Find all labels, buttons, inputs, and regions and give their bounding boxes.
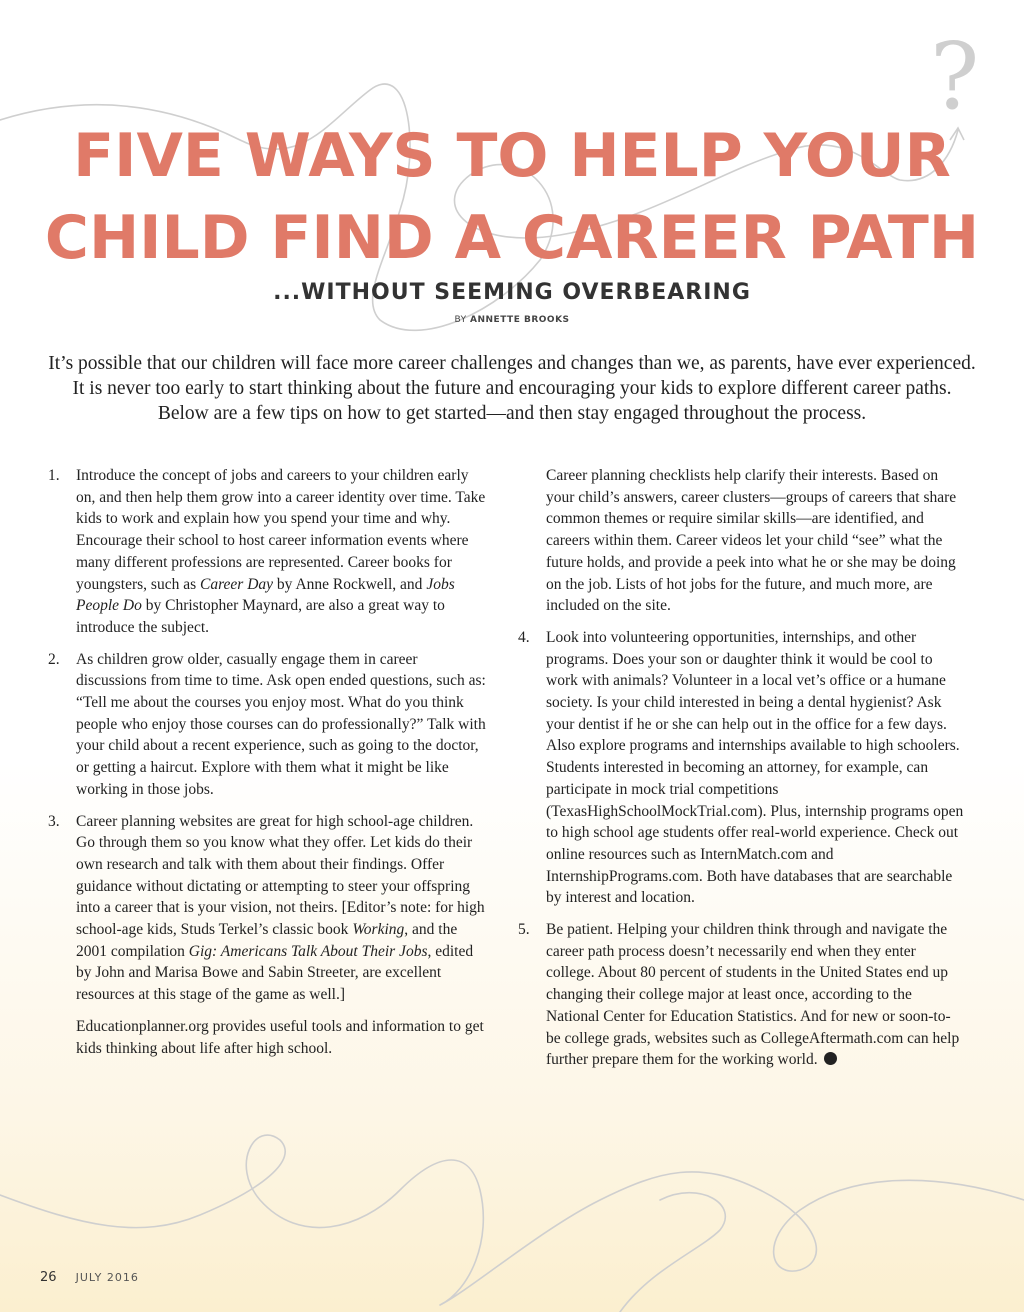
tip-number: 1. bbox=[48, 467, 60, 484]
book-title: Working bbox=[352, 921, 405, 939]
tip-item-4 bbox=[514, 627, 964, 909]
tip-text: Career planning websites are great for high school-age children. Go through them so you know what they offer. Let kids do their own research and talk with them about their findings. Offer guidance without dictating or attempting to steer your offspring into a career that is your vision, not theirs. [Editor’s note: for high school-age kids, Studs Terkel’s classic book bbox=[76, 812, 485, 939]
tip-text: As children grow older, casually engage them in career discussions from time to time. Ask open ended questions, such as: “Tell me about the courses you enjoy most. What do you think people who enjoy those courses can do professionally?” Talk with your child about a recent experience, such as going to the doctor, or getting a haircut. Explore with them what it might be like working in those jobs. bbox=[76, 650, 486, 798]
tip-3-continuation: Educationplanner.org provides useful tools and information to get kids thinking about life after high school. bbox=[76, 1017, 484, 1057]
left-column bbox=[44, 465, 489, 1059]
question-mark-icon: ? bbox=[930, 23, 980, 130]
bottom-swirl-line-2 bbox=[620, 1193, 725, 1312]
tip-number: 3. bbox=[48, 812, 60, 830]
page-number: 26 bbox=[40, 1270, 57, 1285]
page-footer bbox=[40, 1266, 139, 1285]
end-mark-icon bbox=[824, 1052, 837, 1065]
byline-prefix: BY bbox=[454, 315, 467, 325]
author-name: ANNETTE BROOKS bbox=[470, 315, 570, 325]
tip-number: 5. bbox=[518, 921, 530, 939]
tip-text: by Anne Rockwell, and bbox=[273, 575, 427, 593]
issue-date: JULY 2016 bbox=[75, 1271, 139, 1284]
book-title: Jobs People Do bbox=[76, 575, 455, 615]
tip-item-5 bbox=[514, 919, 964, 1071]
article-subtitle: ...WITHOUT SEEMING OVERBEARING bbox=[273, 280, 751, 305]
tip-number: 4. bbox=[518, 628, 530, 646]
byline bbox=[0, 315, 1024, 325]
tip-number: 2. bbox=[48, 650, 60, 668]
tip-3-continuation-2: Career planning checklists help clarify their interests. Based on your child’s answers, career clusters—groups of careers that share common themes or require similar skills—are identified, and careers within them. Career videos let your child “see” what the future holds, and provide a peek into what he or she may be doing on the job. Lists of hot jobs for the future, and much more, are included on the site. bbox=[546, 467, 957, 615]
tip-text: Be patient. Helping your children think through and navigate the career path process doesn’t necessarily end when they enter college. About 80 percent of students in the United States end up changing their college major at least once, according to the National Center for Education Statistics. And for new or soon-to-be college grads, websites such as CollegeAftermath.com can help further prepare them for the working world. bbox=[546, 921, 960, 1069]
tip-text: , and the 2001 compilation bbox=[76, 921, 458, 960]
book-title: Career Day bbox=[200, 575, 274, 593]
book-title: Gig: Americans Talk About Their Jobs bbox=[188, 942, 428, 960]
tip-text: Introduce the concept of jobs and careers to your children early on, and then help them grow into a career identity over time. Take kids to work and explain how you spend your time and why. Encourage their school to host career information events where many different professions are represented. Career books for youngsters, such as bbox=[76, 467, 486, 593]
article-title-line-1: FIVE WAYS TO HELP YOUR bbox=[73, 121, 951, 191]
intro-paragraph: It’s possible that our children will face more career challenges and changes than we, as parents, have ever experienced. It is never too early to start thinking about the future and encouraging your kids to explore different career paths. Below are a few tips on how to get started—and then stay engaged throughout the process. bbox=[48, 353, 976, 424]
tip-text: Look into volunteering opportunities, internships, and other programs. Does your son or daughter think it would be cool to work with animals? Volunteer in a local vet’s office or a humane society. Is your child interested in being a dental hygienist? Ask your dentist if he or she can help out in the office for a few days. Also explore programs and internships available to high schoolers. Students interested in becoming an attorney, for example, can participate in mock trial competitions (TexasHighSchoolMockTrial.com). Plus, internship programs open to high school age students offer real-world experience. Check out online resources such as InternMatch.com and InternshipPrograms.com. Both have databases that are searchable by interest and location. bbox=[546, 628, 964, 907]
tip-item-1 bbox=[44, 465, 489, 639]
bottom-swirl-line bbox=[0, 1135, 1024, 1305]
tip-text: , edited by John and Marisa Bowe and Sabin Streeter, are excellent resources at this stage of the game as well.] bbox=[76, 942, 474, 1004]
tip-text: by Christopher Maynard, are also a great way to introduce the subject. bbox=[76, 597, 445, 636]
right-column bbox=[514, 465, 964, 1081]
article-title-line-2: CHILD FIND A CAREER PATH bbox=[44, 203, 980, 273]
tip-item-3 bbox=[44, 811, 489, 1006]
tip-item-2 bbox=[44, 649, 489, 801]
